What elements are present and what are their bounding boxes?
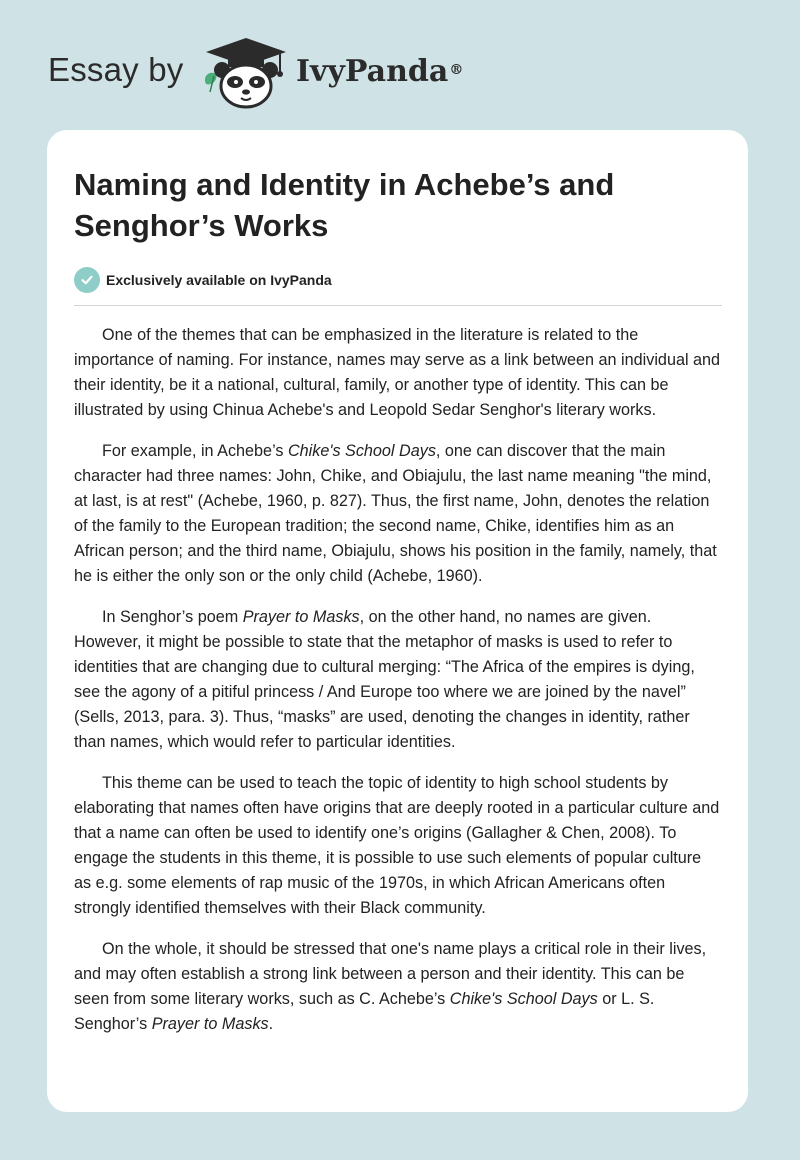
paragraph-1: One of the themes that can be emphasized in the literature is related to the importance of naming. For instance, names may serve as a link between an individual and their identity, be it a national, cultural, family, or another type of identity. This can be illustrated by using Chinua Achebe's and Leopold Sedar Senghor's literary works. xyxy=(74,326,721,419)
paragraph-5-part-a: On the whole, it should be stressed that one's name plays a critical role in their lives, and may often establish a strong link between a person and their identity. This can be seen from some literary works, such as C. Achebe’s xyxy=(74,940,707,1008)
exclusive-badge xyxy=(74,266,722,294)
paragraph-5-work-title-1: Chike's School Days xyxy=(449,990,598,1008)
paragraph-2-work-title: Chike's School Days xyxy=(287,442,436,460)
brand-name[interactable] xyxy=(296,52,463,92)
paragraph-3-work-title: Prayer to Masks xyxy=(242,608,360,626)
paragraph-3-part-a: In Senghor’s poem xyxy=(102,608,243,626)
essay-card xyxy=(47,130,748,1112)
registered-mark: ® xyxy=(449,62,464,78)
paragraph-2-part-c: , one can discover that the main character had three names: John, Chike, and Obiajulu, the last name meaning "the mind, at last, is at rest" (Achebe, 1960, p. 827). Thus, the first name, John, denotes the relation of the family to the European tradition; the second name, Chike, identifies him as an African person; and the third name, Obiajulu, shows his position in the family, namely, that he is either the only son or the only child (Achebe, 1960). xyxy=(74,442,717,585)
paragraph-5-part-e: . xyxy=(268,1015,274,1033)
paragraph-5-part-c: or L. S. Senghor’s xyxy=(74,990,655,1033)
brand-name-text: IvyPanda xyxy=(296,54,449,89)
exclusive-label: Exclusively available on IvyPanda xyxy=(106,272,332,288)
brand-prefix: Essay by xyxy=(48,51,184,88)
site-header xyxy=(0,0,800,130)
check-icon xyxy=(74,267,100,293)
paragraph-2-part-a: For example, in Achebe’s xyxy=(102,442,288,460)
paragraph-3-part-c: , on the other hand, no names are given. However, it might be possible to state that the metaphor of masks is used to refer to identities that are changing due to cultural merging: “The Africa of the empires is dying, see the agony of a pitiful princess / And Europe too where we are joined by the navel” (Sells, 2013, para. 3). Thus, “masks” are used, denoting the changes in identity, rather than names, which would refer to particular identities. xyxy=(74,608,695,751)
page-title: Naming and Identity in Achebe’s and Senghor’s Works xyxy=(74,167,615,243)
paragraph-2 xyxy=(74,439,722,589)
essay-body xyxy=(74,323,722,1037)
divider xyxy=(74,305,722,306)
paragraph-5-work-title-2: Prayer to Masks xyxy=(151,1015,269,1033)
paragraph-5 xyxy=(74,937,722,1037)
panda-graduate-icon[interactable] xyxy=(200,36,292,110)
paragraph-4: This theme can be used to teach the topic of identity to high school students by elaborating that names often have origins that are deeply rooted in a particular culture and that a name can often be used to identify one’s origins (Gallagher & Chen, 2008). To engage the students in this theme, it is possible to use such elements of popular culture as e.g. some elements of rap music of the 1970s, in which African Americans often strongly identified themselves with their Black community. xyxy=(74,774,720,917)
paragraph-3 xyxy=(74,605,722,755)
